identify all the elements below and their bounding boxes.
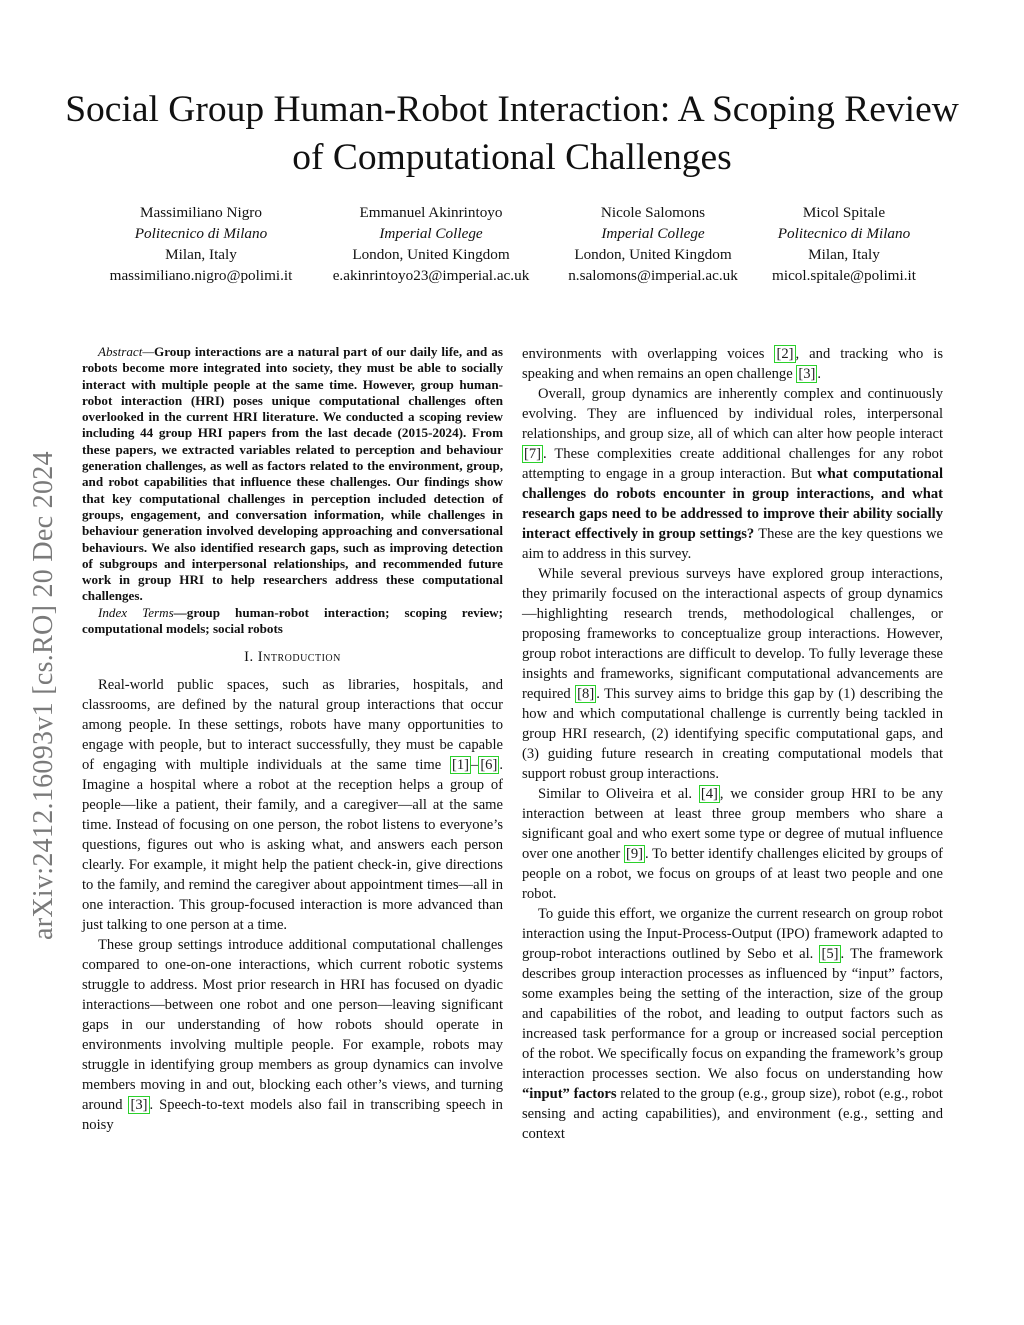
paragraph-text: . The framework describes group interaction processes as influenced by “input” factors, some examples being the setting of the interaction, size of the group and capabilities of the robot, and leading to output factors such as increased task performance for a group or increased social perception of the robot. We specifically focus on expanding the framework’s group interaction processes section. We also focus on understanding how (522, 946, 943, 1082)
paragraph-text: . Imagine a hospital where a robot at the reception helps a group of people—like a patient, their family, and a caregiver—all at the same time. Instead of focusing on one person, the robot listens to everyone’s questions, figures out who is asking what, and answers each person clearly. For example, it might help the patient check-in, give directions to the family, and remind the caregiver about appointment times—all in one interaction. This group-focused interaction is more advanced than just talking to one person at a time. (82, 757, 503, 934)
author-affiliation: Politecnico di Milano (134, 225, 268, 242)
paragraph-text: Overall, group dynamics are inherently complex and continuously evolving. They are influenced by individual roles, interpersonal relationships, and group size, all of which can alter how people interact (522, 386, 943, 442)
paragraph-text: – (471, 757, 479, 774)
citation-link[interactable]: [9] (625, 846, 643, 862)
abstract-label: Abstract— (98, 344, 155, 359)
paragraph-text: , we consider group HRI to be any interaction between at least three group members who share a significant goal and who exert some type or degree of mutual influence over one another (522, 786, 943, 862)
paragraph (522, 344, 943, 384)
abstract-text: Group interactions are a natural part of our daily life, and as robots become more integrated into society, they must be able to socially interact with multiple people at the same time. However, group human-robot interaction (HRI) poses unique computational challenges often overlooked in the current HRI literature. We conducted a scoping review including 44 group HRI papers from the last decade (2015-2024). From these papers, we extracted variables related to perception and behaviour generation challenges, as well as factors related to the environment, group, and robot capabilities that influence these challenges. Our findings show that key computational challenges in perception included detection of groups, engagement, and conversation information, while challenges in behaviour generation involved developing approaching and conversational behaviours. We also identified research gaps, such as improving detection of subgroups and interpersonal relationships, and recommended future work in group HRI to help researchers address these computational challenges. (82, 344, 503, 604)
author-location: Milan, Italy (165, 246, 237, 263)
author-name: Emmanuel Akinrintoyo (359, 204, 503, 221)
author-2 (301, 202, 561, 286)
paragraph-text: To guide this effort, we organize the current research on group robot interaction using the Input-Process-Output (IPO) framework adapted to group-robot interactions outlined by Sebo et al. (522, 906, 943, 962)
author-email: massimiliano.nigro@polimi.it (109, 267, 293, 284)
author-name: Massimiliano Nigro (140, 204, 262, 221)
emphasis-text: “input” factors (522, 1086, 617, 1102)
citation-link[interactable]: [8] (577, 686, 595, 702)
paragraph-text: related to the group (e.g., group size), robot (e.g., robot sensing and acting capabilities), and environment (e.g., setting and context (522, 1086, 943, 1142)
author-name: Micol Spitale (802, 204, 886, 221)
index-terms-text: —group human-robot interaction; scoping review; computational models; social robots (82, 604, 504, 637)
right-column (522, 344, 943, 1144)
left-column (82, 344, 503, 1135)
abstract (82, 344, 503, 605)
author-affiliation: Imperial College (379, 225, 483, 242)
paragraph-text: , and tracking who is speaking and when remains an open challenge (522, 346, 943, 382)
paragraph-text: Similar to Oliveira et al. (538, 786, 699, 802)
index-terms (82, 605, 503, 638)
paragraph (82, 935, 503, 1135)
arxiv-watermark: arXiv:2412.16093v1 [cs.RO] 20 Dec 2024 (28, 451, 59, 940)
paragraph-text: . (817, 366, 822, 382)
paragraph-text: Real-world public spaces, such as libraries, hospitals, and classrooms, are defined by the natural group interactions that occur among people. In these settings, robots have many opportunities to engage with people, but to interact successfully, they must be capable of engaging with multiple individuals at the same time (82, 677, 503, 774)
citation-link[interactable]: [3] (130, 1097, 148, 1114)
author-affiliation: Politecnico di Milano (777, 225, 911, 242)
paragraph (522, 384, 943, 564)
paragraph-text: environments with overlapping voices (522, 346, 775, 362)
paragraph-text: These group settings introduce additional computational challenges compared to one-on-one interactions, which current robotic systems struggle to address. Most prior research in HRI has focused on dyadic interactions—between one robot and one person—leaving significant gaps in our understanding of how robots should operate in environments involving multiple people. For example, robots may struggle in identifying group members as group dynamics can involve members moving in and out, blocking each other’s views, and turning around (82, 937, 503, 1114)
author-location: London, United Kingdom (574, 246, 732, 263)
author-4 (714, 202, 974, 286)
citation-link[interactable]: [3] (798, 366, 816, 382)
citation-link[interactable]: [6] (480, 757, 498, 774)
paragraph-text: . Speech-to-text models also fail in transcribing speech in noisy (82, 1097, 503, 1134)
author-email: e.akinrintoyo23@imperial.ac.uk (332, 267, 530, 284)
paragraph-text: . To better identify challenges elicited by groups of people on a robot, we focus on groups of at least two people and one robot. (522, 846, 943, 902)
paragraph-text: These are the key questions we aim to address in this survey. (522, 526, 944, 562)
research-question: what computational challenges do robots encounter in group interactions, and what research gaps need to be addressed to improve their ability socially interact effectively in group settings? (522, 466, 943, 542)
author-affiliation: Imperial College (601, 225, 705, 242)
paragraph (522, 784, 943, 904)
author-1 (71, 202, 331, 286)
citation-link[interactable]: [4] (700, 786, 718, 802)
paragraph-text: . These complexities create additional challenges for any robot attempting to engage in a group interaction. But (522, 446, 943, 482)
paragraph (522, 564, 943, 784)
paper-title: Social Group Human-Robot Interaction: A Scoping Review of Computational Challenges (65, 89, 959, 178)
citation-link[interactable]: [5] (821, 946, 839, 962)
citation-link[interactable]: [1] (451, 757, 470, 774)
paragraph (522, 904, 943, 1144)
paragraph (82, 675, 503, 935)
index-terms-label: Index Terms (98, 604, 174, 620)
paragraph-text: While several previous surveys have explored group interactions, they primarily focused on the interactional aspects of group dynamics—highlighting research trends, methodological challenges, or proposing frameworks to conceptualize group interactions. However, group robot interactions are difficult to develop. To fully leverage these insights and frameworks, significant computational advancements are required (522, 566, 943, 702)
citation-link[interactable]: [2] (776, 346, 794, 362)
paragraph-text: . This survey aims to bridge this gap by (1) describing the how and which computational challenge is currently being tackled in group HRI research, (2) identifying specific computational gaps, and (3) guiding future research in creating computational models that support robust group interactions. (522, 686, 943, 782)
author-email: micol.spitale@polimi.it (772, 267, 916, 284)
author-location: London, United Kingdom (352, 246, 510, 263)
author-name: Nicole Salomons (600, 204, 706, 221)
author-email: n.salomons@imperial.ac.uk (568, 267, 738, 284)
section-heading: I. Introduction (244, 649, 341, 666)
citation-link[interactable]: [7] (524, 446, 542, 462)
author-location: Milan, Italy (808, 246, 880, 263)
